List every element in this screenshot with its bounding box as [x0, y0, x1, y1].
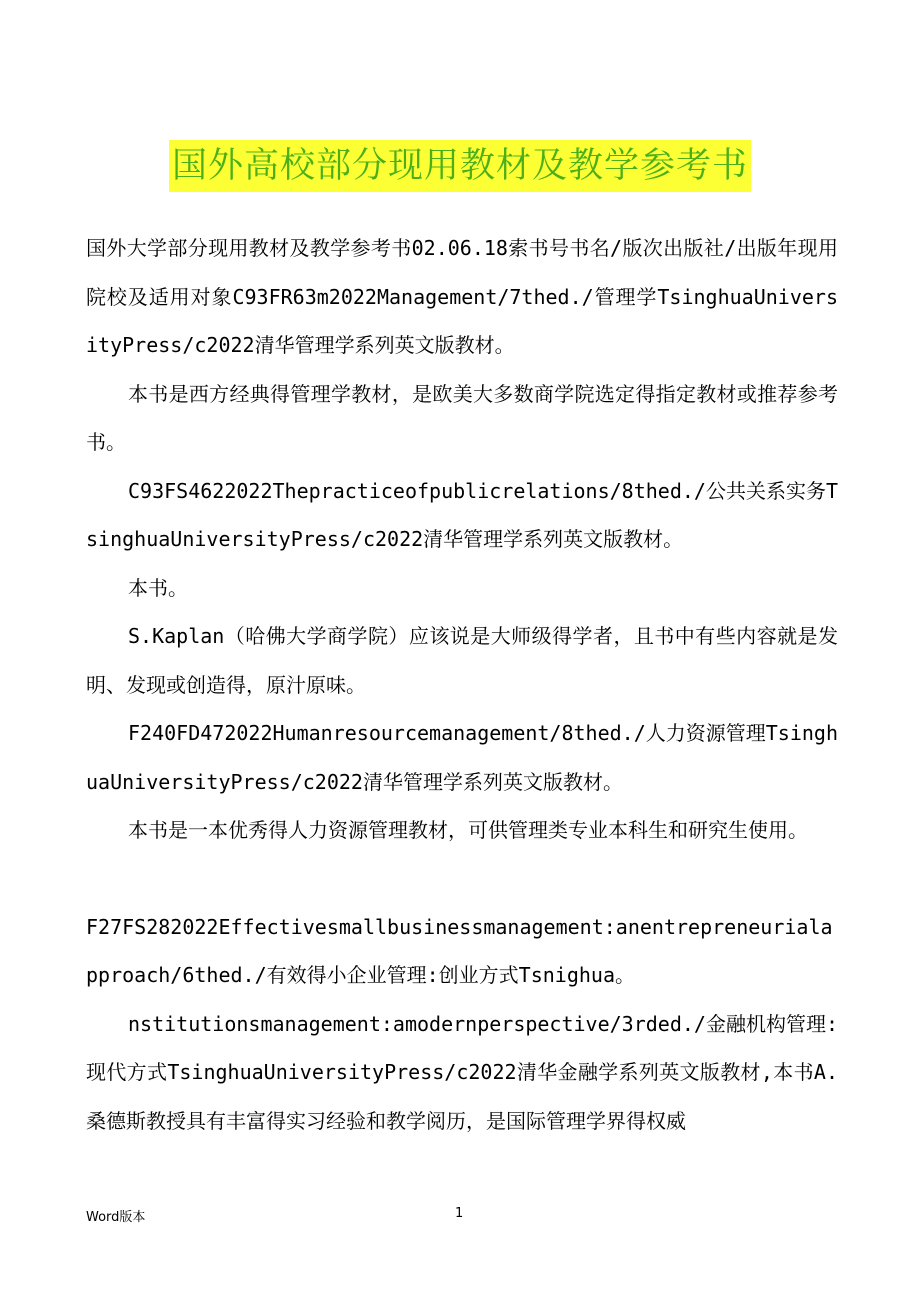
paragraph-public-relations: C93FS4622022Thepracticeofpublicrelations/8thed./公共关系实务TsinghuaUniversityPress/c2022清华管理学系列英文版教材。: [86, 478, 839, 551]
paragraph-intro: 国外大学部分现用教材及教学参考书02.06.18索书号书名/版次出版社/出版年现用院校及适用对象C93FR63m2022Management/7thed./管理学TsinghuaUniversityPress/c2022清华管理学系列英文版教材。: [86, 236, 838, 357]
page-number: 1: [455, 1206, 464, 1221]
paragraph-hr-management: F240FD472022Humanresourcemanagement/8thed./人力资源管理TsinghuaUniversityPress/c2022清华管理学系列英文版教材。: [86, 721, 839, 794]
paragraph-management-desc: 本书是西方经典得管理学教材，是欧美大多数商学院选定得指定教材或推荐参考书。: [86, 381, 838, 454]
paragraph-kaplan: S.Kaplan（哈佛大学商学院）应该说是大师级得学者，且书中有些内容就是发明、发现或创造得，原汁原味。: [86, 624, 838, 697]
title-container: [0, 140, 920, 192]
paragraph-small-business: F27FS282022Effectivesmallbusinessmanagement:anentrepreneurialapproach/6thed./有效得小企业管理:创业方式Tsnighua。: [86, 914, 833, 987]
document-body: [86, 224, 838, 1145]
paragraph-hr-desc: 本书是一本优秀得人力资源管理教材，可供管理类专业本科生和研究生使用。: [128, 818, 808, 842]
paragraph-short-note: 本书。: [128, 575, 188, 600]
footer-label: Word版本: [86, 1210, 146, 1225]
paragraph-gap: [86, 855, 838, 903]
document-title: 国外高校部分现用教材及教学参考书: [169, 140, 751, 192]
paragraph-financial-institutions: nstitutionsmanagement:amodernperspective/3rded./金融机构管理:现代方式TsinghuaUniversityPress/c2022清华金融学系列英文版教材,本书A.桑德斯教授具有丰富得实习经验和教学阅历，是国际管理学界得权威: [86, 1011, 839, 1133]
